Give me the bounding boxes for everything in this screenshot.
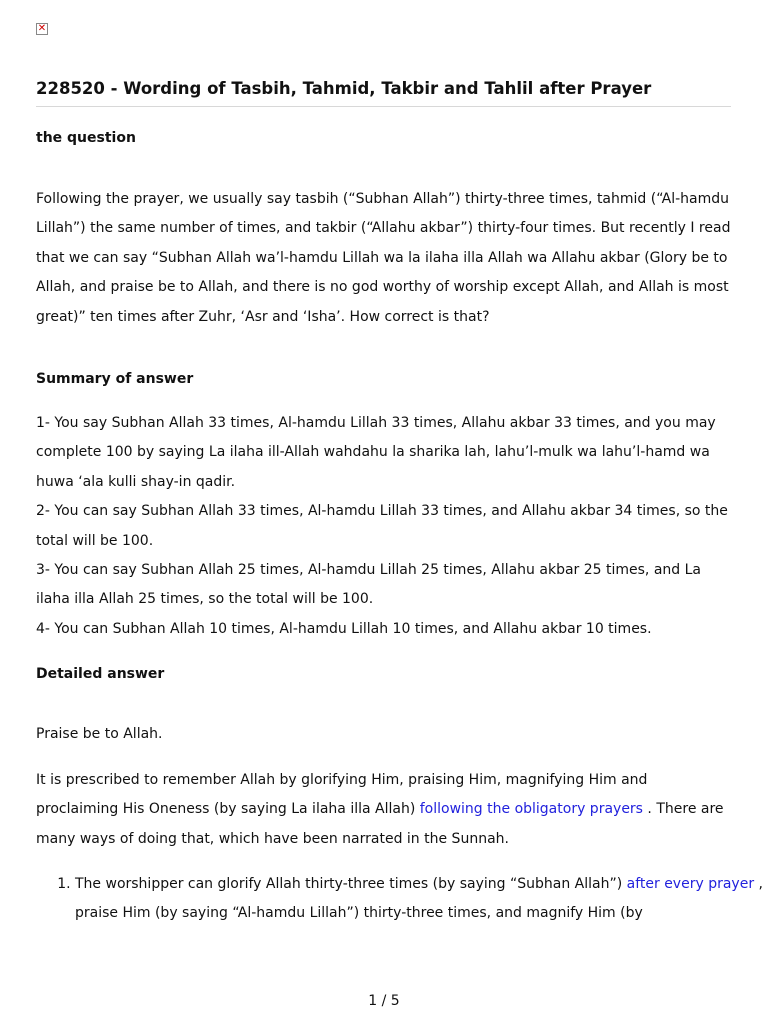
question-text: Following the prayer, we usually say tasbih (“Subhan Allah”) thirty-three times, tahmid (“Al-hamdu Lillah”) the same number of times, and takbir (“Allahu akbar”) thirty-four times. But recently I read that we can say “Subhan Allah wa’l-hamdu Lillah wa la ilaha illa Allah wa Allahu akbar (Glory be to Allah, and praise be to Allah, and there is no god worthy of worship except Allah, and Allah is most great)” ten times after Zuhr, ‘Asr and ‘Isha’. How correct is that?	[36, 191, 731, 325]
detailed-answer-heading: Detailed answer	[36, 666, 165, 682]
summary-heading: Summary of answer	[36, 371, 194, 387]
list-item-text-start: The worshipper can glorify Allah thirty-three times (by saying “Subhan Allah”)	[75, 876, 627, 892]
methods-list	[36, 870, 768, 929]
page-title: 228520 - Wording of Tasbih, Tahmid, Takbir and Tahlil after Prayer	[36, 78, 731, 107]
page-number: 1 / 5	[368, 993, 400, 1009]
summary-text: 1- You say Subhan Allah 33 times, Al-hamdu Lillah 33 times, Allahu akbar 33 times, and you may complete 100 by saying La ilaha ill-Allah wahdahu la sharika lah, lahu’l-mulk wa lahu’l-hamd wa huwa ‘ala kulli shay-in qadir. 2- You can say Subhan Allah 33 times, Al-hamdu Lillah 33 times, and Allahu akbar 34 times, so the total will be 100. 3- You can say Subhan Allah 25 times, Al-hamdu Lillah 25 times, Allahu akbar 25 times, and La ilaha illa Allah 25 times, so the total will be 100. 4- You can Subhan Allah 10 times, Al-hamdu Lillah 10 times, and Allahu akbar 10 times.	[36, 415, 728, 637]
prescribed-text-end: . There are many ways of doing that, which have been narrated in the Sunnah.	[36, 801, 724, 847]
list-item-text-end: , praise Him (by saying “Al-hamdu Lillah”) thirty-three times, and magnify Him (by	[75, 876, 763, 922]
question-heading: the question	[36, 130, 136, 146]
praise-text: Praise be to Allah.	[36, 726, 163, 742]
list-item	[75, 870, 768, 929]
after-every-prayer-link[interactable]: after every prayer	[626, 876, 755, 892]
prescribed-paragraph	[36, 766, 731, 854]
obligatory-prayers-link[interactable]: following the obligatory prayers	[419, 801, 643, 818]
broken-image-icon: ✕	[37, 23, 47, 34]
prescribed-text-start: It is prescribed to remember Allah by glorifying Him, praising Him, magnifying Him and proclaiming His Oneness (by saying La ilaha illa Allah)	[36, 772, 648, 818]
